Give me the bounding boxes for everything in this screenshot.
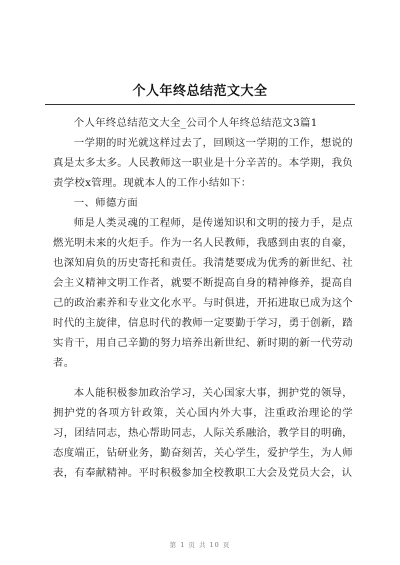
page-footer: 第 1 页 共 10 页 bbox=[169, 541, 231, 549]
paragraph-subtitle: 个人年终总结范文大全_公司个人年终总结范文3篇1 bbox=[73, 117, 318, 129]
document-title: 个人年终总结范文大全 bbox=[132, 84, 268, 99]
paragraph-ethics: 师是人类灵魂的工程师，是传递知识和文明的接力手，是点燃光明未来的火炬手。作为一名人民教师，我感到由衷的自豪，也深知肩负的历史寄托和责任。我清楚要成为优秀的新世纪、社会主义精神文明工作者，就要不断提高自身的精神修养，提高自己的政治素养和专业文化水平。与时俱进，开拓进取已成为这个时代的主旋律，信息时代的教师一定要勤于学习，勇于创新，踏实肯干，用自己辛勤的努力培养出新世纪、新时期的新一代劳动者。 bbox=[53, 217, 353, 369]
document-body bbox=[53, 113, 353, 483]
paragraph-intro: 一学期的时光就这样过去了，回顾这一学期的工作，想说的真是太多太多。人民教师这一职业是十分辛苦的。本学期，我负责学校x管理。现就本人的工作小结如下： bbox=[53, 137, 353, 189]
paragraph-politics: 本人能积极参加政治学习，关心国家大事，拥护党的领导，拥护党的各项方针政策，关心国内外大事，注重政治理论的学习，团结同志，热心帮助同志，人际关系融洽，教学目的明确，态度端正，钻研业务，勤奋刻苦，关心学生，爱护学生，为人师表，有奉献精神。平时积极参加全校教职工大会及党员大会，认 bbox=[53, 387, 353, 479]
title-divider bbox=[45, 104, 355, 105]
section-heading: 一、师德方面 bbox=[73, 197, 138, 209]
